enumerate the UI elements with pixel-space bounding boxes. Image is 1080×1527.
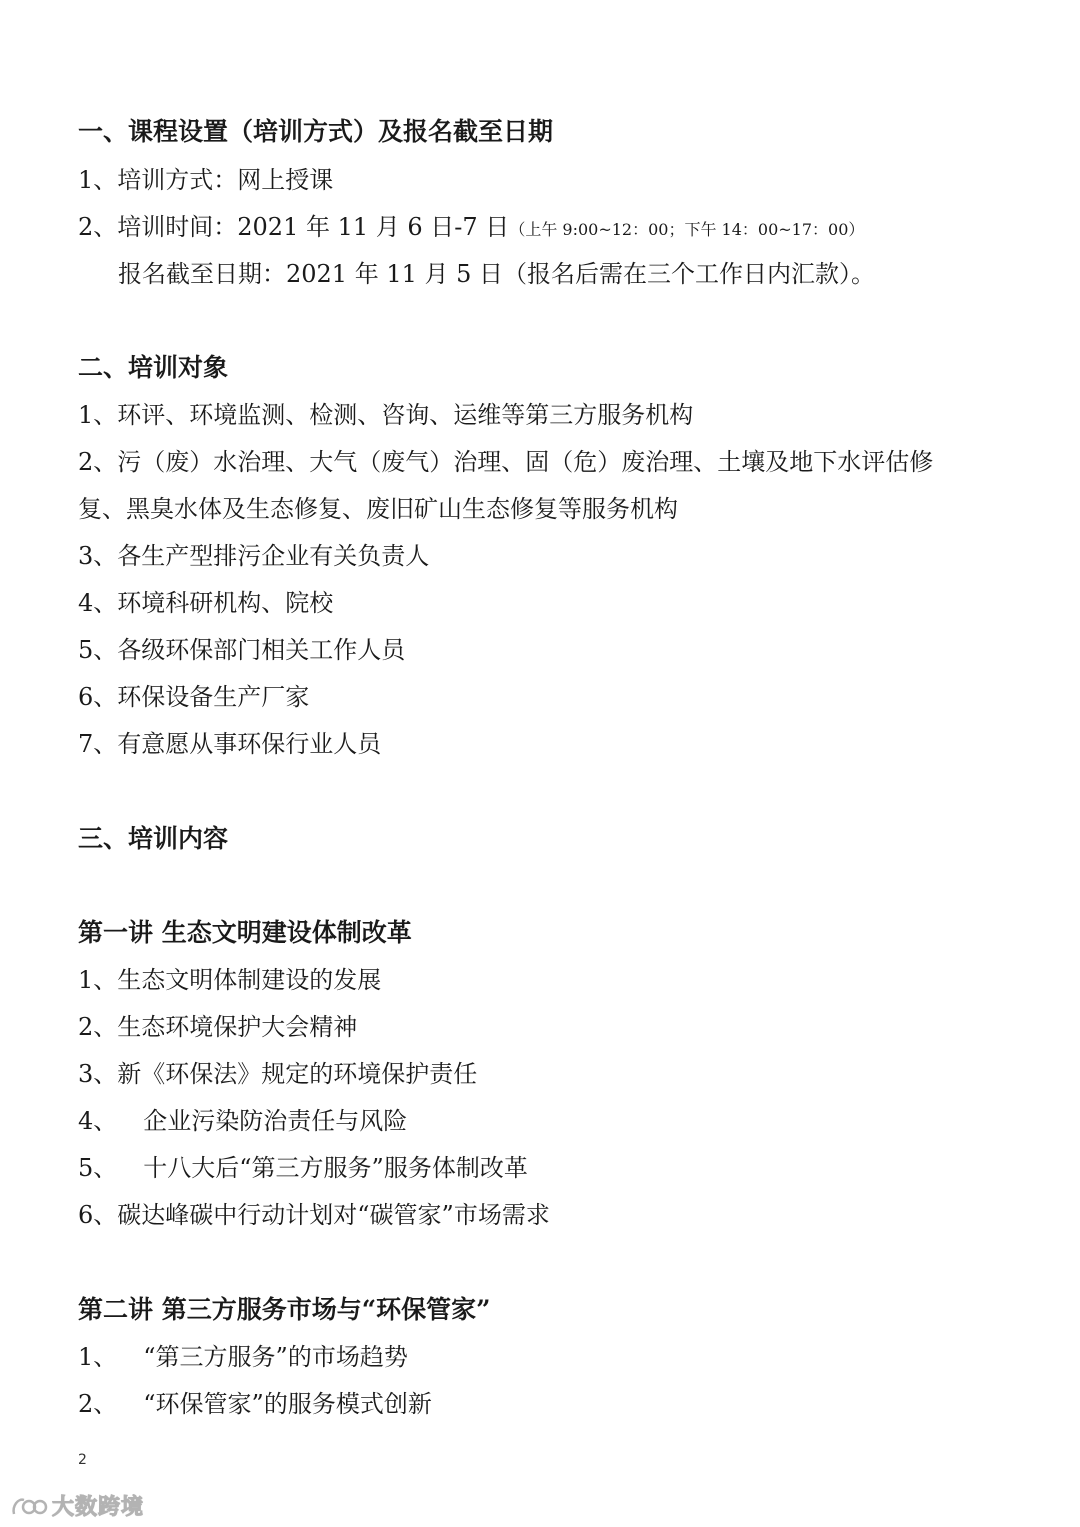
watermark: [10, 1490, 144, 1521]
training-method: 1、培训方式：网上授课: [78, 166, 334, 194]
list-item: 2、生态环境保护大会精神: [78, 1013, 358, 1041]
section1-heading: 一、课程设置（培训方式）及报名截至日期: [78, 117, 554, 146]
list-item: 2、 “环保管家”的服务模式创新: [78, 1390, 432, 1418]
training-time-main: 2、培训时间：2021 年 11 月 6 日-7 日: [78, 213, 510, 241]
lecture2-title: 第二讲 第三方服务市场与“环保管家”: [78, 1295, 491, 1324]
list-item: 4、 企业污染防治责任与风险: [78, 1107, 408, 1135]
list-item: 6、环保设备生产厂家: [78, 683, 310, 711]
watermark-text: 大数跨境: [52, 1495, 145, 1520]
watermark-logo-icon: [10, 1494, 48, 1518]
list-item: 2、污（废）水治理、大气（废气）治理、固（危）废治理、土壤及地下水评估修: [78, 448, 934, 476]
list-item: 7、有意愿从事环保行业人员: [78, 730, 382, 758]
list-item: 1、 “第三方服务”的市场趋势: [78, 1343, 408, 1371]
training-time-note: （上午 9:00~12：00；下午 14：00~17：00）: [509, 220, 865, 239]
list-item: 1、环评、环境监测、检测、咨询、运维等第三方服务机构: [78, 401, 694, 429]
list-item: 复、黑臭水体及生态修复、废旧矿山生态修复等服务机构: [78, 495, 678, 523]
list-item: 1、生态文明体制建设的发展: [78, 966, 382, 994]
section2-heading: 二、培训对象: [78, 353, 229, 382]
list-item: 3、新《环保法》规定的环境保护责任: [78, 1060, 478, 1088]
registration-deadline: 报名截至日期：2021 年 11 月 5 日（报名后需在三个工作日内汇款）。: [118, 260, 876, 288]
page-number: 2: [78, 1452, 87, 1468]
lecture1-title: 第一讲 生态文明建设体制改革: [78, 918, 412, 947]
training-time: [78, 212, 864, 245]
list-item: 6、碳达峰碳中行动计划对“碳管家”市场需求: [78, 1201, 550, 1229]
list-item: 5、各级环保部门相关工作人员: [78, 636, 406, 664]
section3-heading: 三、培训内容: [78, 824, 229, 853]
list-item: 4、环境科研机构、院校: [78, 589, 334, 617]
list-item: 3、各生产型排污企业有关负责人: [78, 542, 430, 570]
list-item: 5、 十八大后“第三方服务”服务体制改革: [78, 1154, 528, 1182]
